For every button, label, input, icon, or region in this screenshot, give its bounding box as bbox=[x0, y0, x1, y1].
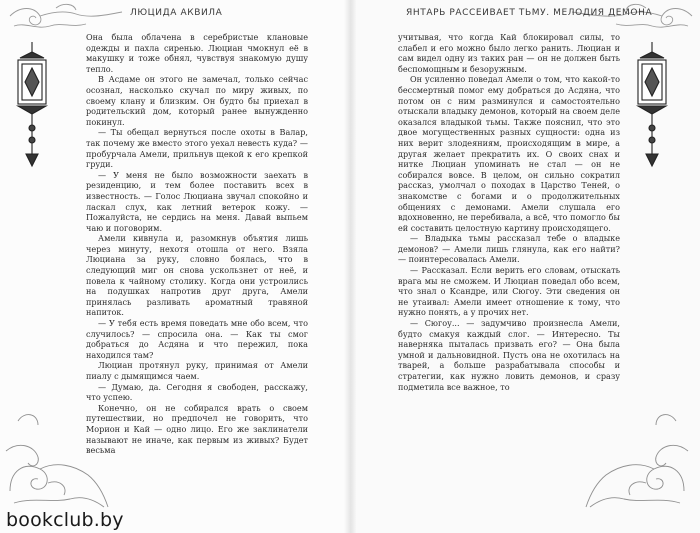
right-page-text bbox=[398, 32, 620, 392]
paragraph: — Рассказал. Если верить его словам, отыскать врага мы не сможем. И Люциан поведал обо всем, что знал о Ксандре, или Сюгоу. Эти сведения он не утаивал: Амели имеет отношение к тому, что нужно понять, а у прочих нет. bbox=[398, 265, 620, 318]
left-page-text bbox=[86, 32, 308, 456]
site-watermark: bookclub.by bbox=[6, 509, 124, 531]
paragraph: учитывая, что когда Кай блокировал силы, то слабел и его можно было легко ранить. Люциан и сам видел одну из таких ран — он не должен быть беспомощным и безоружным. bbox=[398, 32, 620, 74]
paragraph: Конечно, он не собирался врать о своем путешествии, но предпочел не говорить, что Морион и Кай — одно лицо. Его же заклинатели называют не иначе, как первым из живых? Будет весьма bbox=[86, 402, 308, 456]
running-head-author: ЛЮЦИДА АКВИЛА bbox=[130, 8, 223, 18]
paragraph: В Асдаме он этого не замечал, только сейчас осознал, насколько скучал по миру живых, по своему клану и близким. Он будто бы приехал в родительский дом, который ранее вынужденно покинул. bbox=[86, 74, 308, 127]
paragraph: — У меня не было возможности заехать в резиденцию, и тем более поставить всех в известность. — Голос Люциана звучал спокойно и ласкал слух, как летний ветерок кожу. — Пожалуйста, не сердись на меня. Давай выпьем чаю и поговорим. bbox=[86, 169, 308, 233]
paragraph: Люциан протянул руку, принимая от Амели пиалу с дымящимся чаем. bbox=[86, 360, 308, 381]
lantern-ornament-right bbox=[630, 42, 674, 176]
paragraph: Амели кивнула и, разомкнув объятия лишь через минуту, нехотя отошла от него. Взяла Люциана за руку, словно боялась, что в следующий миг он снова ускользнет от неё, и повела к чайному столику. Когда они устроились на подушках напротив друг друга, Амели принялась разливать ароматный травяной напиток. bbox=[86, 233, 308, 318]
paragraph: — Сюгоу... — задумчиво произнесла Амели, будто смакуя каждый слог. — Интересно. Ты наверняка пыталась призвать его? — Она была умной и дальновидной. Пусть она не охотилась на тварей, а больше разрабатывала способы и стратегии, как нужно ловить демонов, и сразу подметила все важное, то bbox=[398, 318, 620, 392]
paragraph: Он усиленно поведал Амели о том, что какой-то бессмертный помог ему добраться до Асдяна, что потом он с ним разминулся и самостоятельно отыскали владыку демонов, который на своем деле оказался владыкой тьмы. Также пояснил, что это двое могущественных разных сущности: одна из них верит злодеяниям, происходящим в мире, а другая желает прекратить их. О своих снах и нитке Люциан упоминать не стал — он не собирался вовсе. В целом, он сильно сократил рассказ, умолчал о походах в Царство Теней, о знакомстве с богами и о продолжительных общениях с демонами. Амели слушала его вдохновенно, не перебивала, а всё, что помогло бы ей составить целостную картину происходящего. bbox=[398, 74, 620, 233]
paragraph: — Думаю, да. Сегодня я свободен, расскажу, что успею. bbox=[86, 381, 308, 403]
right-page bbox=[350, 0, 700, 533]
paragraph: — У тебя есть время поведать мне обо всем, что случилось? — спросила она. — Как ты смог добраться до Асдяна и что пережил, пока находился там? bbox=[86, 318, 308, 360]
lantern-ornament-left bbox=[10, 42, 54, 176]
paragraph: Она была облачена в серебристые клановые одежды и пахла сиренью. Люциан чмокнул её в макушку и тоже обнял, чувствуя знакомую душу тепло. bbox=[86, 32, 308, 74]
paragraph: — Владыка тьмы рассказал тебе о владыке демонов? — Амели лишь глянула, как его найти? — поинтересовалась Амели. bbox=[398, 233, 620, 265]
cloud-ornament-bottom-left bbox=[4, 391, 114, 515]
paragraph: — Ты обещал вернуться после охоты в Валар, так почему же вместо этого уехал невесть куда? — пробурчала Амели, прильнув щекой к его крепкой груди. bbox=[86, 127, 308, 170]
cloud-ornament-bottom-right bbox=[580, 391, 690, 515]
book-gutter bbox=[344, 0, 356, 533]
running-head-title: ЯНТАРЬ РАССЕИВАЕТ ТЬМУ. МЕЛОДИЯ ДЕМОНА bbox=[406, 8, 653, 18]
